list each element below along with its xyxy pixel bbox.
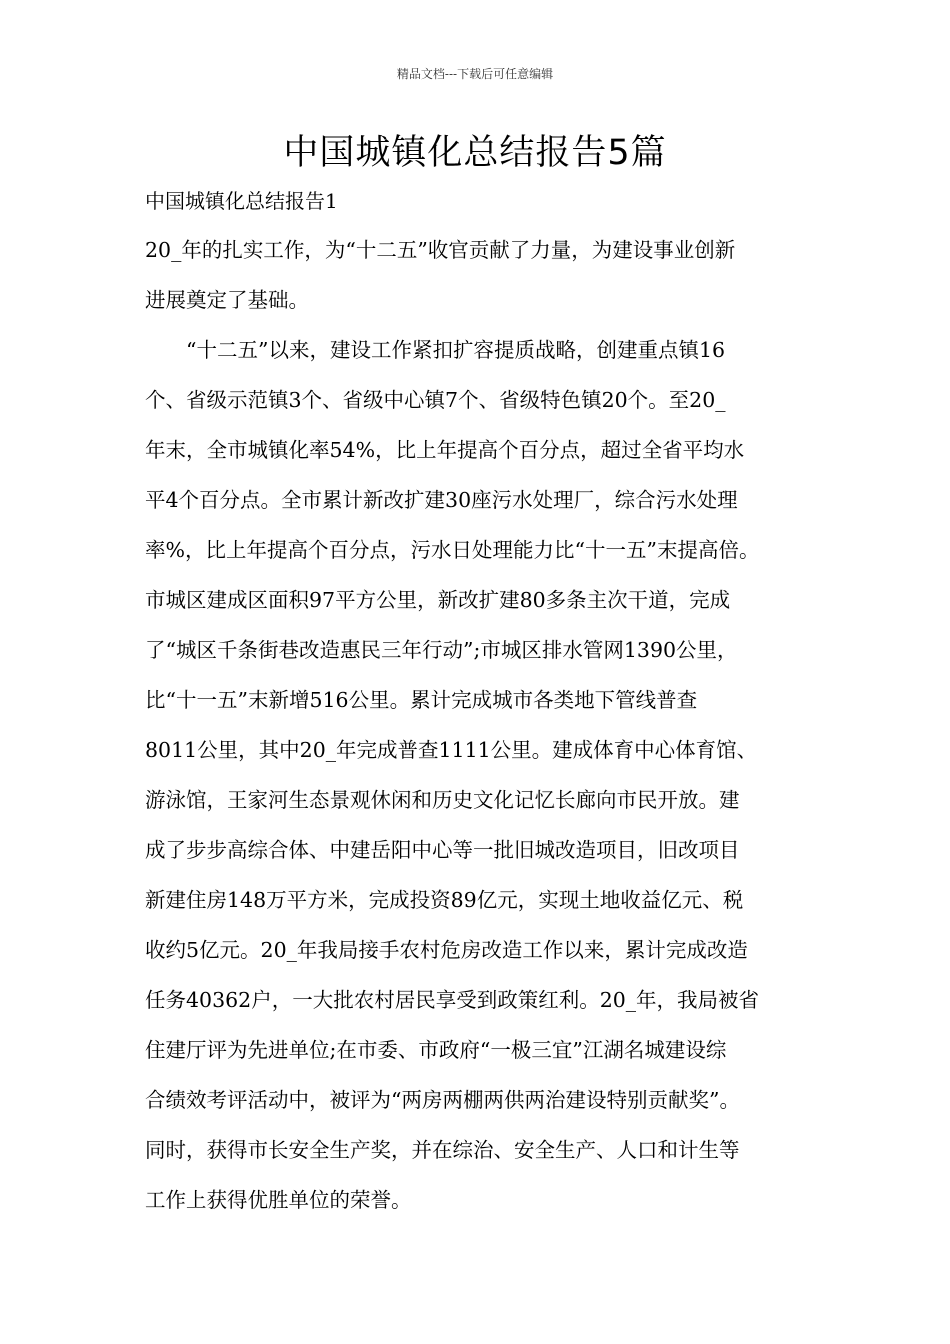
document-subtitle: 中国城镇化总结报告1 (145, 189, 338, 213)
body-line: 同时，获得市长安全生产奖，并在综治、安全生产、人口和计生等 (145, 1138, 740, 1162)
body-line: 新建住房148万平方米，完成投资89亿元，实现土地收益亿元、税 (145, 888, 744, 912)
body-line: 收约5亿元。20_年我局接手农村危房改造工作以来，累计完成改造 (145, 938, 748, 962)
body-line: 率%，比上年提高个百分点，污水日处理能力比“十一五”末提高倍。 (145, 538, 760, 562)
body-line: 成了步步高综合体、中建岳阳中心等一批旧城改造项目，旧改项目 (145, 838, 740, 862)
body-line: 合绩效考评活动中，被评为“两房两棚两供两治建设特别贡献奖”。 (145, 1088, 740, 1112)
body-line: 任务40362户，一大批农村居民享受到政策红利。20_年，我局被省 (145, 988, 760, 1012)
document-title: 中国城镇化总结报告5篇 (283, 133, 667, 173)
body-line: 年末，全市城镇化率54%，比上年提高个百分点，超过全省平均水 (145, 438, 745, 462)
body-line: 工作上获得优胜单位的荣誉。 (145, 1188, 412, 1212)
body-line: 了“城区千条街巷改造惠民三年行动”;市城区排水管网1390公里， (145, 638, 738, 662)
body-line: “十二五”以来，建设工作紧扣扩容提质战略，创建重点镇16 (145, 338, 726, 362)
body-line: 市城区建成区面积97平方公里，新改扩建80多条主次干道，完成 (145, 588, 731, 612)
body-line: 住建厅评为先进单位;在市委、市政府“一极三宜”江湖名城建设综 (145, 1038, 727, 1062)
body-line: 进展奠定了基础。 (145, 288, 309, 312)
body-line: 平4个百分点。全市累计新改扩建30座污水处理厂，综合污水处理 (145, 488, 738, 512)
body-line: 比“十一五”末新增516公里。累计完成城市各类地下管线普查 (145, 688, 698, 712)
body-line: 游泳馆，王家河生态景观休闲和历史文化记忆长廊向市民开放。建 (145, 788, 740, 812)
page-header: 精品文档---下载后可任意编辑 (396, 67, 554, 81)
body-line: 8011公里，其中20_年完成普查1111公里。建成体育中心体育馆、 (145, 738, 758, 762)
body-line: 个、省级示范镇3个、省级中心镇7个、省级特色镇20个。至20_ (145, 388, 726, 412)
body-line: 20_年的扎实工作，为“十二五”收官贡献了力量，为建设事业创新 (145, 238, 736, 262)
